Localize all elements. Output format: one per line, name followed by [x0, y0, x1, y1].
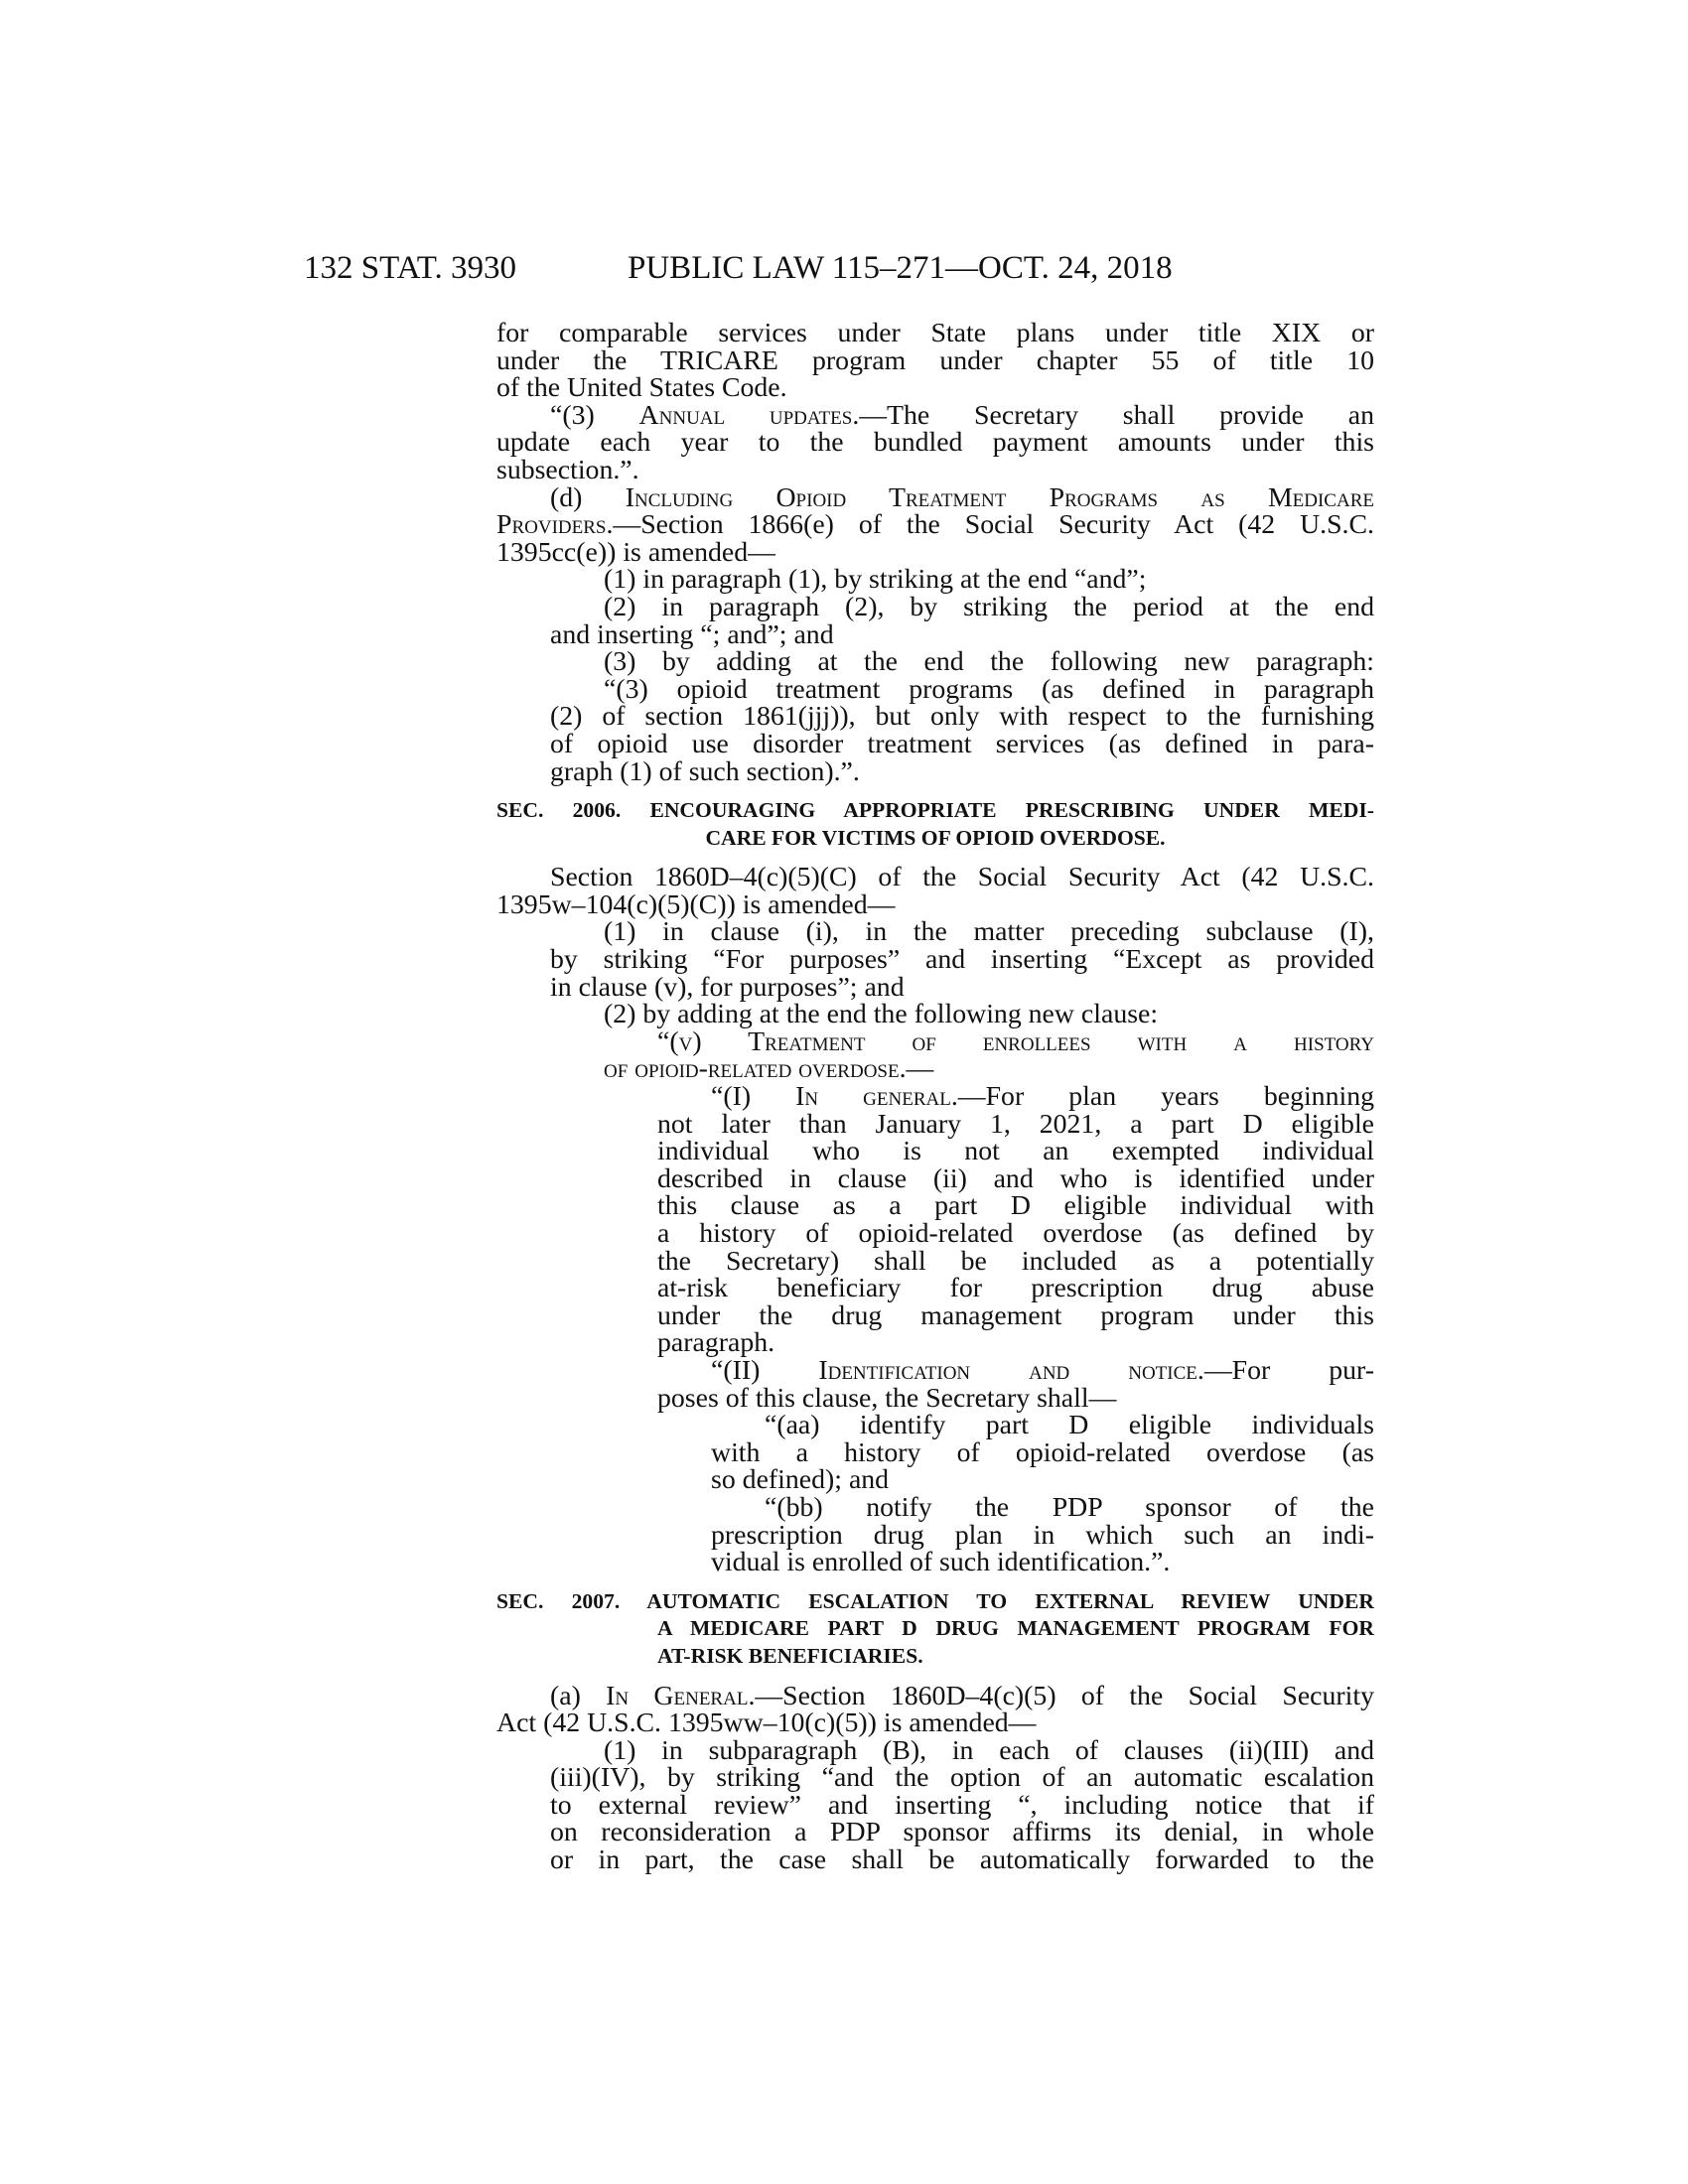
text-line: or in part, the case shall be automatically forwarded to the	[550, 1844, 1374, 1876]
text-line: of the United States Code.	[496, 372, 787, 404]
text-line: under the drug management program under this	[657, 1299, 1374, 1331]
heading-annual-updates: Annual updates	[638, 399, 853, 431]
text-line: of opioid-related overdose.—	[604, 1053, 934, 1085]
text-line: “(3) opioid treatment programs (as defined in paragraph	[604, 673, 1374, 705]
text-line: under the TRICARE program under chapter 55 of title 10	[496, 344, 1374, 376]
text-line: graph (1) of such section).”.	[550, 755, 860, 787]
text-line: (1) in subparagraph (B), in each of clauses (ii)(III) and	[604, 1734, 1374, 1766]
text-line: (2) of section 1861(jjj)), but only with respect to the furnishing	[550, 701, 1374, 733]
text-line: of opioid use disorder treatment services (as defined in para-	[550, 728, 1374, 759]
text-line: in clause (v), for purposes”; and	[550, 971, 905, 1003]
document-body	[496, 320, 1374, 1874]
text-line: by striking “For purposes” and inserting “Except as provided	[550, 944, 1374, 976]
text-line: (3) by adding at the end the following new paragraph:	[604, 646, 1374, 678]
text-line: with a history of opioid-related overdose (as	[711, 1436, 1374, 1468]
text-line: update each year to the bundled payment amounts under this	[496, 427, 1374, 459]
text-line: (1) in clause (i), in the matter preceding subclause (I),	[604, 916, 1374, 948]
text-line: “(bb) notify the PDP sponsor of the	[765, 1491, 1374, 1523]
section-heading-2006: SEC. 2006. ENCOURAGING APPROPRIATE PRESCRIBING UNDER MEDI- CARE FOR VICTIMS OF OPIOID OVERDOSE.	[496, 798, 1374, 850]
page-header	[304, 250, 1371, 296]
text-line: 1395w–104(c)(5)(C)) is amended—	[496, 888, 896, 920]
text-line: Act (42 U.S.C. 1395ww–10(c)(5)) is amended—	[496, 1707, 1037, 1739]
text-line: (2) by adding at the end the following new clause:	[604, 999, 1159, 1030]
running-title: PUBLIC LAW 115–271—OCT. 24, 2018	[628, 250, 1173, 286]
text-line: on reconsideration a PDP sponsor affirms its denial, in whole	[550, 1817, 1374, 1848]
text-line: poses of this clause, the Secretary shall—	[657, 1382, 1117, 1414]
text-line: the Secretary) shall be included as a potentially	[657, 1245, 1374, 1277]
text-line: “(v) Treatment of enrollees with a history	[657, 1025, 1374, 1057]
text-line: at-risk beneficiary for prescription drug abuse	[657, 1273, 1374, 1304]
text-line: (iii)(IV), by striking “and the option of an automatic escalation	[550, 1762, 1374, 1794]
text-line: (a) In General.—Section 1860D–4(c)(5) of the Social Security	[550, 1680, 1374, 1711]
section-heading-2007: SEC. 2007. AUTOMATIC ESCALATION TO EXTERNAL REVIEW UNDER A MEDICARE PART D DRUG MANAGEMENT PROGRAM FOR AT-RISK BENEFICIARIES.	[496, 1588, 1374, 1668]
text-line: for comparable services under State plans under title XIX or	[496, 318, 1374, 348]
text-line: this clause as a part D eligible individual with	[657, 1190, 1374, 1222]
text-line: prescription drug plan in which such an indi-	[711, 1519, 1374, 1551]
text-line: not later than January 1, 2021, a part D eligible	[657, 1108, 1374, 1140]
text-line: a history of opioid-related overdose (as defined by	[657, 1218, 1374, 1249]
text-line: Section 1860D–4(c)(5)(C) of the Social Security Act (42 U.S.C.	[550, 862, 1374, 893]
statute-page-number: 132 STAT. 3930	[304, 250, 517, 286]
text-line: vidual is enrolled of such identification.”.	[711, 1547, 1171, 1578]
text-line: so defined); and	[711, 1464, 890, 1496]
text-line: (d) Including Opioid Treatment Programs as Medicare	[550, 481, 1374, 513]
text-line: “(I) In general.—For plan years beginning	[711, 1081, 1375, 1113]
text-line: 1395cc(e)) is amended—	[496, 536, 775, 568]
text-line: and inserting “; and”; and	[550, 618, 834, 650]
text-line: subsection.”.	[496, 454, 639, 485]
text-line: paragraph.	[657, 1327, 775, 1359]
text-line: “(aa) identify part D eligible individuals	[765, 1410, 1374, 1441]
text-line: “(II) Identification and notice.—For pur-	[711, 1354, 1374, 1386]
text-line: to external review” and inserting “, including notice that if	[550, 1789, 1374, 1821]
text-line: (2) in paragraph (2), by striking the period at the end	[604, 591, 1374, 622]
text-line: “(3) Annual updates.—The Secretary shall provide an	[550, 399, 1375, 431]
text-line: described in clause (ii) and who is identified under	[657, 1162, 1374, 1194]
heading-including-otp: Including Opioid Treatment Programs as Medicare	[625, 481, 1374, 513]
text-line: (1) in paragraph (1), by striking at the end “and”;	[604, 564, 1147, 596]
text-line: individual who is not an exempted individual	[657, 1136, 1374, 1167]
text-line: Providers.—Section 1866(e) of the Social Security Act (42 U.S.C.	[496, 509, 1374, 541]
